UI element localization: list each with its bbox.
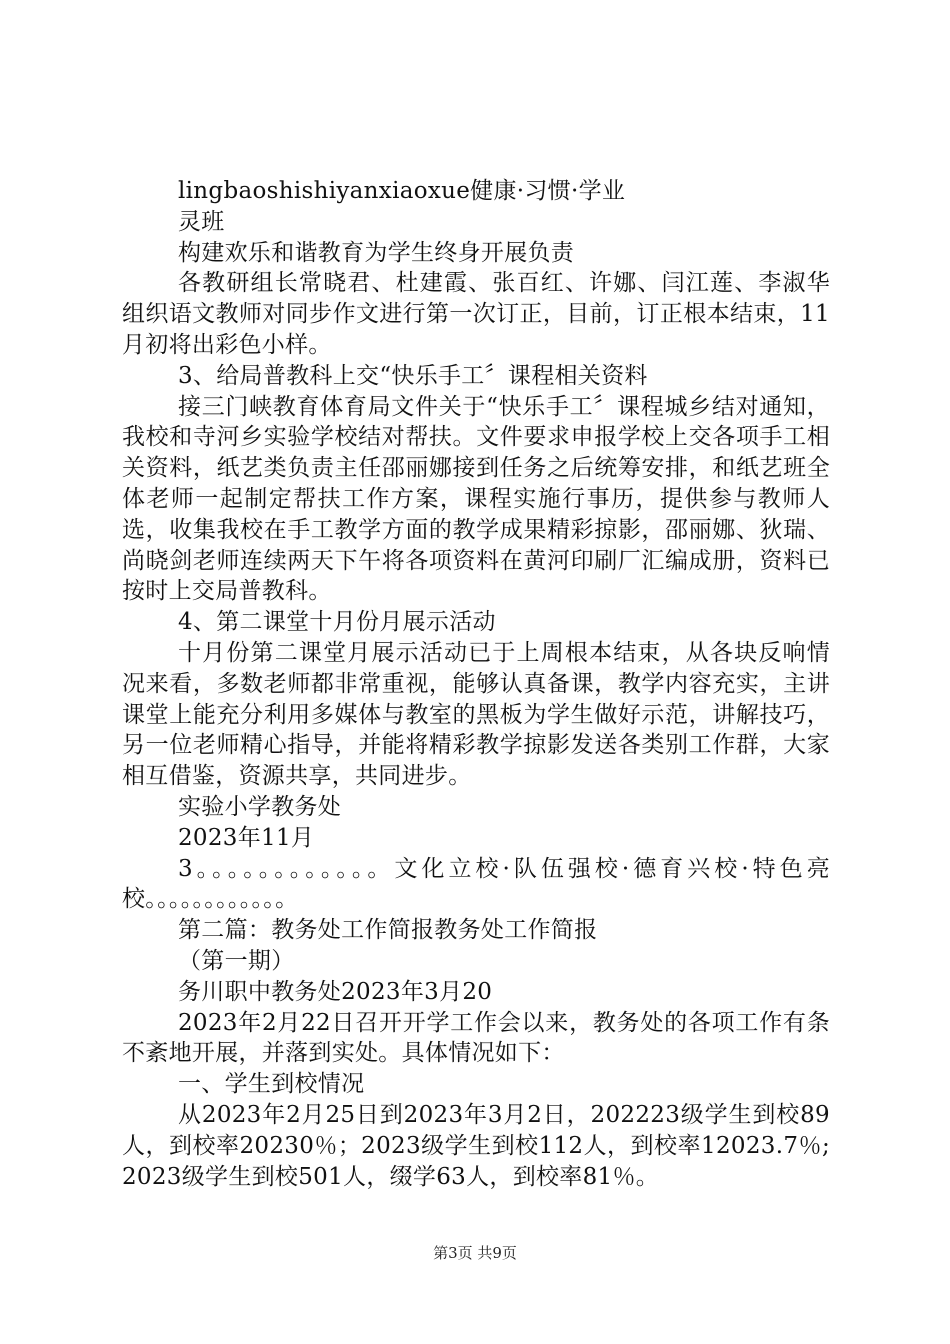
class-label: 灵班 xyxy=(178,208,225,235)
issuer-date-line: 务川职中教务处2023年3月20 xyxy=(178,978,493,1005)
section-heading-4: 4、第二课堂十月份月展示活动 xyxy=(178,609,496,636)
page-footer: 第3页 共9页 xyxy=(433,1244,517,1262)
header-line: lingbaoshishiyanxiaoxue健康·习惯·学业 xyxy=(178,178,626,204)
slogan-line: 3。。。。。。。。。。。。文化立校·队伍强校·德育兴校·特色亮校。。。。。。。。。。。。 xyxy=(122,855,830,913)
section-heading-1: 一、学生到校情况 xyxy=(178,1071,365,1098)
signature-office: 实验小学教务处 xyxy=(178,793,342,820)
motto-line: 构建欢乐和谐教育为学生终身开展负责 xyxy=(178,239,575,266)
section-heading-3: 3、给局普教科上交“快乐手工〞课程相关资料 xyxy=(178,362,648,389)
paragraph-intro: 2023年2月22日召开开学工作会以来，教务处的各项工作有条不紊地开展，并落到实处。具体情况如下： xyxy=(122,1009,830,1067)
signature-date: 2023年11月 xyxy=(178,824,315,851)
paragraph-handcraft: 接三门峡教育体育局文件关于“快乐手工〞课程城乡结对通知，我校和寺河乡实验学校结对帮扶。文件要求申报学校上交各项手工相关资料，纸艺类负责主任邵丽娜接到任务之后统筹安排，和纸艺班全体老师一起制定帮扶工作方案，课程实施行事历，提供参与教师人选，收集我校在手工教学方面的教学成果精彩掠影，邵丽娜、狄瑞、尚晓剑老师连续两天下午将各项资料在黄河印刷厂汇编成册，资料已按时上交局普教科。 xyxy=(122,393,830,605)
paragraph-attendance: 从2023年2月25日到2023年3月2日，202223级学生到校89人，到校率20230％；2023级学生到校112人，到校率12023.7％;2023级学生到校501人，缀学63人，到校率81％。 xyxy=(122,1101,830,1190)
second-article-title: 第二篇：教务处工作简报教务处工作简报 xyxy=(178,917,598,944)
issue-number: （第一期） xyxy=(178,947,295,974)
document-body xyxy=(122,176,830,1192)
paragraph-second-classroom: 十月份第二课堂月展示活动已于上周根本结束，从各块反响情况来看，多数老师都非常重视，能够认真备课，教学内容充实，主讲课堂上能充分利用多媒体与教室的黑板为学生做好示范，讲解技巧，另一位老师精心指导，并能将精彩教学掠影发送各类别工作群，大家相互借鉴，资源共享，共同进步。 xyxy=(122,639,830,790)
paragraph-correction: 各教研组长常晓君、杜建霞、张百红、许娜、闫江莲、李淑华组织语文教师对同步作文进行第一次订正，目前，订正根本结束，11月初将出彩色小样。 xyxy=(122,270,830,358)
